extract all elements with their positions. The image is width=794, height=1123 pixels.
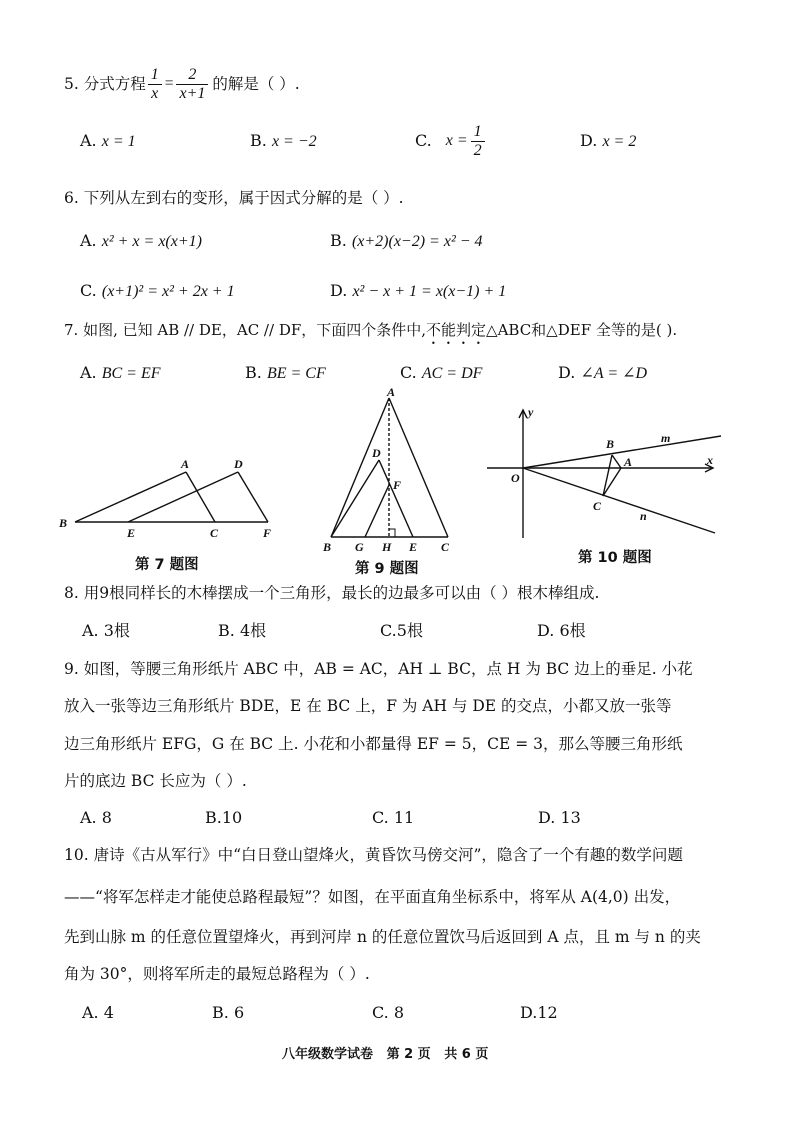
fig10-line-m: [523, 436, 721, 468]
figure-10: [485, 400, 730, 542]
fig7-line-ab: [75, 472, 186, 522]
figure-7: [55, 455, 285, 545]
fig7-label-e: E: [127, 526, 136, 540]
q10-line-2: ——“将军怎样走才能使总路程最短”？如图，在平面直角坐标系中，将军从 A(4,0) 出发，: [64, 888, 681, 906]
fig10-caption: 第 10 题图: [578, 550, 652, 566]
q5-option-c: C. x = $\frac{1}{2}$: [415, 120, 485, 162]
fig7-label-b: B: [59, 516, 68, 530]
q6-option-c: C. (x+1)² = x² + 2x + 1: [80, 281, 235, 300]
q5-lhs-fraction: $\frac{1}{x}$: [148, 66, 162, 103]
q5-prefix: 5. 分式方程: [64, 75, 146, 93]
fig10-label-y: y: [528, 405, 534, 419]
q9-option-b: B.10: [205, 808, 243, 827]
fig9-label-a: A: [387, 385, 396, 399]
fig7-line-df: [238, 472, 268, 522]
q9-line-2: 放入一张等边三角形纸片 BDE，E 在 BC 上，F 为 AH 与 DE 的交点，小都又放一张等: [64, 697, 672, 715]
q10-line-1: 10. 唐诗《古从军行》中“白日登山望烽火，黄昏饮马傍交河”，隐含了一个有趣的数学问题: [64, 846, 683, 864]
fig7-label-d: D: [234, 457, 243, 471]
fig9-label-f: F: [393, 478, 402, 492]
fig9-line-ac: [389, 398, 448, 537]
q8-stem: 8. 用9根同样长的木棒摆成一个三角形，最长的边最多可以由（ ）根木棒组成.: [64, 584, 600, 602]
fig9-line-bd: [331, 460, 379, 537]
fig9-line-gf: [365, 485, 389, 537]
q7-option-c: C. AC = DF: [400, 363, 483, 382]
fig9-label-b: B: [323, 540, 332, 554]
q9-line-3: 边三角形纸片 EFG，G 在 BC 上. 小花和小都量得 EF = 5，CE = 3，那么等腰三角形纸: [64, 735, 683, 753]
q5-option-a: A. x = 1: [80, 131, 136, 150]
fig9-caption: 第 9 题图: [355, 561, 419, 577]
q6-option-a: A. x² + x = x(x+1): [80, 231, 202, 250]
fig10-label-c: C: [593, 499, 602, 513]
q6-option-d: D. x² − x + 1 = x(x−1) + 1: [330, 281, 507, 300]
fig10-label-b: B: [606, 437, 615, 451]
q8-option-d: D. 6根: [537, 621, 586, 640]
page-footer: 八年级数学试卷 第 2 页 共 6 页: [282, 1047, 489, 1062]
fig9-label-e: E: [409, 540, 418, 554]
q5-rhs-fraction: $\frac{2}{x+1}$: [176, 66, 208, 103]
fig7-label-a: A: [181, 457, 190, 471]
q8-option-a: A. 3根: [82, 621, 130, 640]
q5-suffix: 的解是（ ）.: [212, 75, 300, 93]
q8-option-b: B. 4根: [218, 621, 267, 640]
q10-option-c: C. 8: [372, 1003, 405, 1022]
fig10-segment-ba: [612, 455, 621, 468]
q7-option-d: D. ∠A = ∠D: [558, 363, 648, 382]
fig9-label-g: G: [355, 540, 364, 554]
q7-option-b: B. BE = CF: [245, 363, 326, 382]
q9-option-d: D. 13: [538, 808, 581, 827]
fig7-label-c: C: [210, 526, 219, 540]
fig10-label-n: n: [640, 509, 647, 523]
fig10-label-a: A: [624, 455, 633, 469]
fig7-line-de: [128, 472, 238, 522]
q10-option-b: B. 6: [212, 1003, 245, 1022]
fig9-label-c: C: [441, 540, 450, 554]
q6-stem: 6. 下列从左到右的变形，属于因式分解的是（ ）.: [64, 189, 404, 207]
fig9-line-ab: [331, 398, 389, 537]
q5-option-d: D. x = 2: [580, 131, 637, 150]
fig7-caption: 第 7 题图: [135, 557, 199, 573]
q7-emphasis: 不能判定: [426, 321, 487, 339]
fig10-label-o: O: [511, 471, 520, 485]
q9-option-c: C. 11: [372, 808, 415, 827]
q10-line-4: 角为 30°，则将军所走的最短总路程为（ ）.: [64, 965, 370, 983]
fig7-label-f: F: [263, 526, 272, 540]
q5-option-c-fraction: $\frac{1}{2}$: [471, 123, 485, 160]
fig10-label-m: m: [661, 431, 671, 445]
figure-9: [315, 385, 460, 555]
fig10-line-n: [523, 468, 715, 533]
q5-option-b: B. x = −2: [250, 131, 317, 150]
fig9-right-angle-mark: [389, 529, 395, 537]
q9-line-1: 9. 如图，等腰三角形纸片 ABC 中，AB = AC，AH ⊥ BC，点 H 为 BC 边上的垂足. 小花: [64, 660, 693, 678]
q7-option-a: A. BC = EF: [80, 363, 161, 382]
q10-option-d: D.12: [520, 1003, 558, 1022]
q9-line-4: 片的底边 BC 长应为（ ）.: [64, 772, 247, 790]
fig9-label-h: H: [382, 540, 392, 554]
fig9-label-d: D: [372, 446, 381, 460]
q9-option-a: A. 8: [80, 808, 112, 827]
q5-stem: 5. 分式方程 $\frac{1}{x}$ = $\frac{2}{x+1}$ 的解是（ ）.: [64, 65, 300, 102]
q10-option-a: A. 4: [82, 1003, 114, 1022]
q8-option-c: C.5根: [380, 621, 423, 640]
q6-option-b: B. (x+2)(x−2) = x² − 4: [330, 231, 483, 250]
fig7-line-ac: [186, 472, 215, 522]
q7-stem: 7. 如图, 已知 AB // DE，AC // DF，下面四个条件中,不能判定△ABC和△DEF 全等的是( ).: [64, 321, 678, 339]
fig10-label-x: x: [707, 453, 713, 467]
fig9-line-de: [379, 460, 413, 537]
q10-line-3: 先到山脉 m 的任意位置望烽火，再到河岸 n 的任意位置饮马后返回到 A 点，且 m 与 n 的夹: [64, 928, 701, 946]
